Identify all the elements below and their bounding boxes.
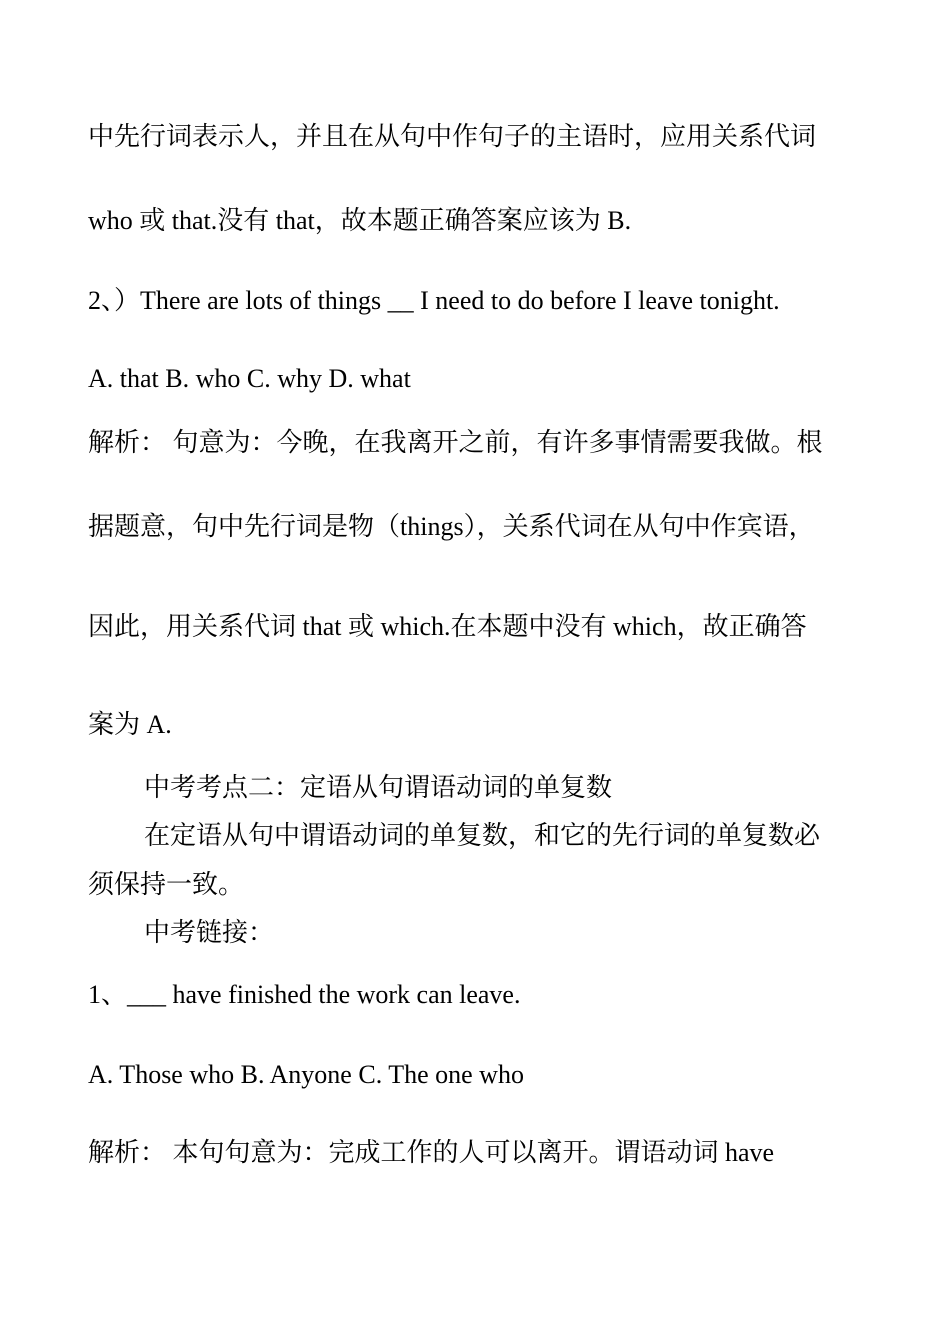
paragraph-line: 中先行词表示人，并且在从句中作句子的主语时，应用关系代词 — [88, 122, 817, 151]
analysis-line: 解析： 句意为：今晚，在我离开之前，有许多事情需要我做。根 — [88, 428, 823, 457]
question-2-stem: 2、）There are lots of things __ I need to do before I leave tonight. — [88, 286, 780, 315]
question-2-options: A. that B. who C. why D. what — [88, 364, 411, 393]
question-1-options: A. Those who B. Anyone C. The one who — [88, 1060, 524, 1089]
paragraph-line: 须保持一致。 — [88, 870, 245, 899]
analysis-line: 案为 A. — [88, 710, 172, 739]
analysis-line: 因此，用关系代词 that 或 which.在本题中没有 which，故正确答 — [88, 612, 807, 641]
paragraph-line: who 或 that.没有 that，故本题正确答案应该为 B. — [88, 206, 632, 235]
question-1-stem: 1、___ have finished the work can leave. — [88, 980, 521, 1009]
analysis-line: 据题意，句中先行词是物（things），关系代词在从句中作宾语， — [88, 512, 815, 541]
section-heading: 中考考点二：定语从句谓语动词的单复数 — [144, 773, 613, 802]
subheading: 中考链接： — [144, 918, 275, 947]
paragraph-line: 在定语从句中谓语动词的单复数，和它的先行词的单复数必 — [144, 821, 821, 850]
analysis-line: 解析： 本句句意为：完成工作的人可以离开。谓语动词 have — [88, 1138, 775, 1167]
